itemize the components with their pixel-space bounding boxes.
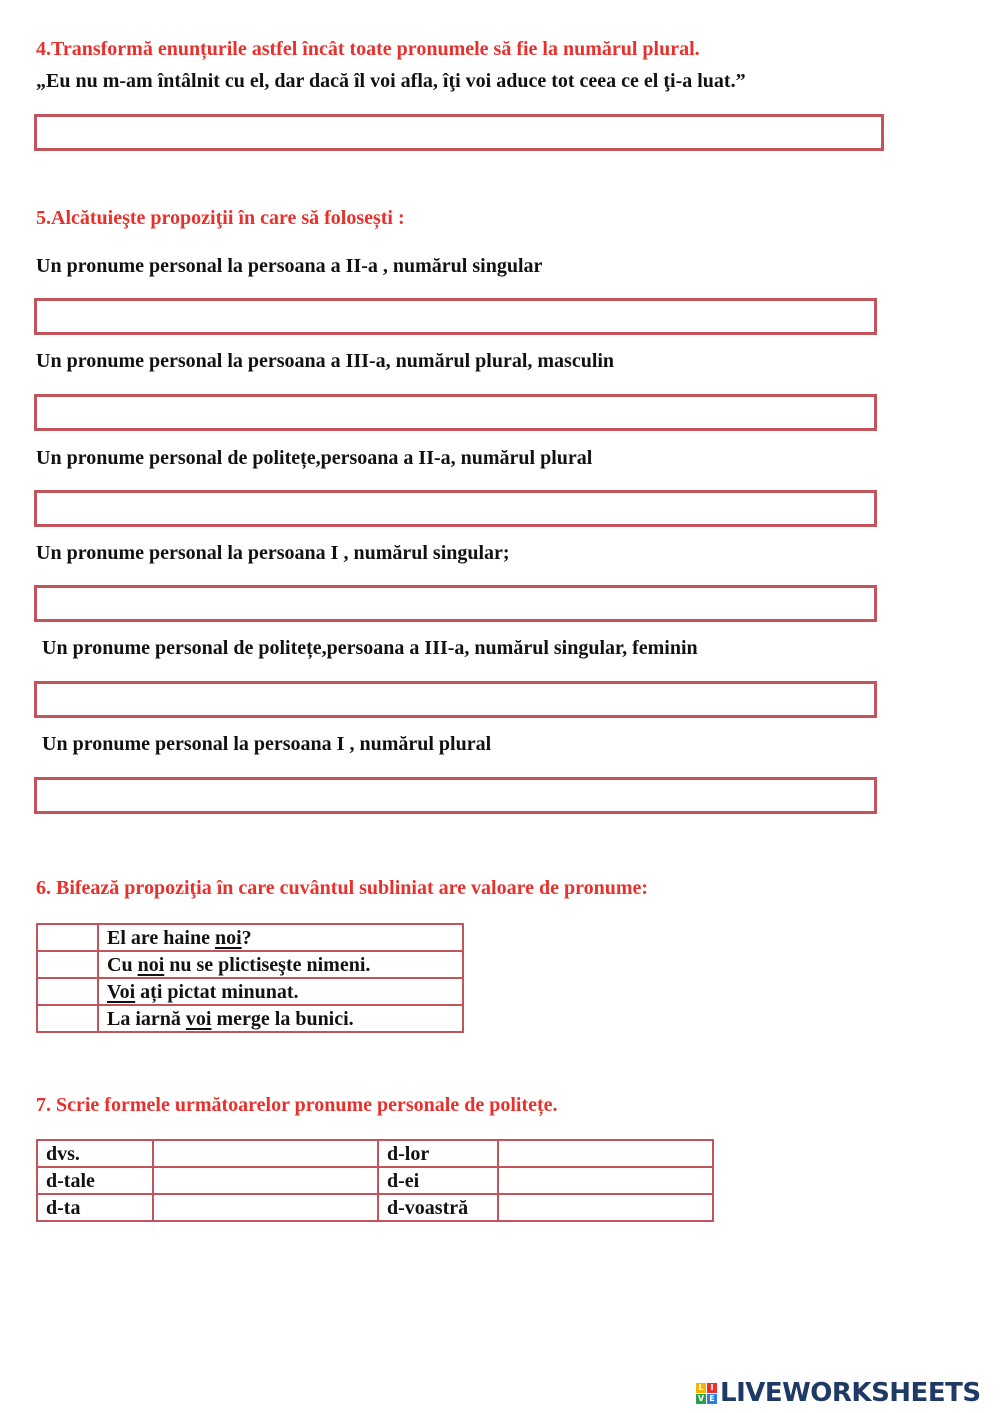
ex7-answer-left-1[interactable] bbox=[153, 1140, 378, 1167]
ex7-answer-right-2[interactable] bbox=[498, 1167, 713, 1194]
ex5-answer-field-4[interactable] bbox=[34, 585, 877, 622]
ex7-label-left-1: dvs. bbox=[37, 1140, 153, 1167]
ex5-answer-field-6[interactable] bbox=[34, 777, 877, 814]
liveworksheets-logo bbox=[696, 1378, 981, 1408]
table-row bbox=[37, 924, 463, 951]
ex5-prompt-5: Un pronume personal de politețe,persoana a III-a, numărul singular, feminin bbox=[42, 637, 698, 659]
underlined-word: noi bbox=[137, 953, 165, 976]
ex7-label-left-3: d-ta bbox=[37, 1194, 153, 1221]
ex5-prompt-3: Un pronume personal de politețe,persoana a II-a, numărul plural bbox=[36, 447, 593, 469]
ex6-checkbox-1[interactable] bbox=[37, 924, 98, 951]
ex6-title: 6. Bifează propoziţia în care cuvântul subliniat are valoare de pronume: bbox=[36, 877, 649, 899]
ex5-answer-field-2[interactable] bbox=[34, 394, 877, 431]
ex5-answer-field-3[interactable] bbox=[34, 490, 877, 527]
logo-mark-tile: V bbox=[697, 1393, 705, 1403]
ex4-quote: „Eu nu m-am întâlnit cu el, dar dacă îl voi afla, îţi voi aduce tot ceea ce el ţi-a luat.” bbox=[36, 70, 746, 92]
ex5-prompt-4: Un pronume personal la persoana I , numărul singular; bbox=[36, 542, 510, 564]
ex6-table bbox=[36, 923, 464, 1033]
underlined-word: voi bbox=[185, 1007, 212, 1030]
ex6-checkbox-2[interactable] bbox=[37, 951, 98, 978]
table-row bbox=[37, 1167, 713, 1194]
ex5-prompt-6: Un pronume personal la persoana I , numărul plural bbox=[42, 733, 492, 755]
ex4-answer-field[interactable] bbox=[34, 114, 884, 151]
ex5-answer-field-1[interactable] bbox=[34, 298, 877, 335]
ex6-sentence-3: Voi ați pictat minunat. bbox=[98, 978, 463, 1005]
ex4-title: 4.Transformă enunțurile astfel încât toate pronumele să fie la numărul plural. bbox=[36, 38, 700, 60]
ex5-answer-field-5[interactable] bbox=[34, 681, 877, 718]
table-row bbox=[37, 1140, 713, 1167]
ex7-label-right-1: d-lor bbox=[378, 1140, 498, 1167]
ex7-label-right-2: d-ei bbox=[378, 1167, 498, 1194]
underlined-word: noi bbox=[214, 926, 242, 949]
table-row bbox=[37, 1194, 713, 1221]
ex7-answer-right-1[interactable] bbox=[498, 1140, 713, 1167]
ex7-label-right-3: d-voastră bbox=[378, 1194, 498, 1221]
ex6-checkbox-4[interactable] bbox=[37, 1005, 98, 1032]
ex5-prompt-1: Un pronume personal la persoana a II-a , numărul singular bbox=[36, 255, 543, 277]
ex7-answer-right-3[interactable] bbox=[498, 1194, 713, 1221]
ex5-title: 5.Alcătuieşte propoziţii în care să folosești : bbox=[36, 207, 405, 229]
ex7-title: 7. Scrie formele următoarelor pronume personale de politețe. bbox=[36, 1094, 558, 1116]
table-row bbox=[37, 978, 463, 1005]
ex7-answer-left-2[interactable] bbox=[153, 1167, 378, 1194]
logo-mark-tile: E bbox=[707, 1394, 717, 1404]
ex7-answer-left-3[interactable] bbox=[153, 1194, 378, 1221]
ex5-prompt-2: Un pronume personal la persoana a III-a, numărul plural, masculin bbox=[36, 350, 615, 372]
ex6-sentence-4: La iarnă voi merge la bunici. bbox=[98, 1005, 463, 1032]
table-row bbox=[37, 1005, 463, 1032]
table-row bbox=[37, 951, 463, 978]
ex7-label-left-2: d-tale bbox=[37, 1167, 153, 1194]
logo-mark-icon bbox=[696, 1383, 717, 1404]
ex6-sentence-2: Cu noi nu se plictiseşte nimeni. bbox=[98, 951, 463, 978]
brand-name: LIVEWORKSHEETS bbox=[720, 1378, 981, 1408]
ex7-table bbox=[36, 1139, 714, 1222]
ex6-checkbox-3[interactable] bbox=[37, 978, 98, 1005]
logo-mark-tile: L bbox=[696, 1383, 706, 1393]
ex6-sentence-1: El are haine noi? bbox=[98, 924, 463, 951]
underlined-word: Voi bbox=[107, 980, 136, 1003]
logo-mark-tile: I bbox=[707, 1383, 717, 1393]
